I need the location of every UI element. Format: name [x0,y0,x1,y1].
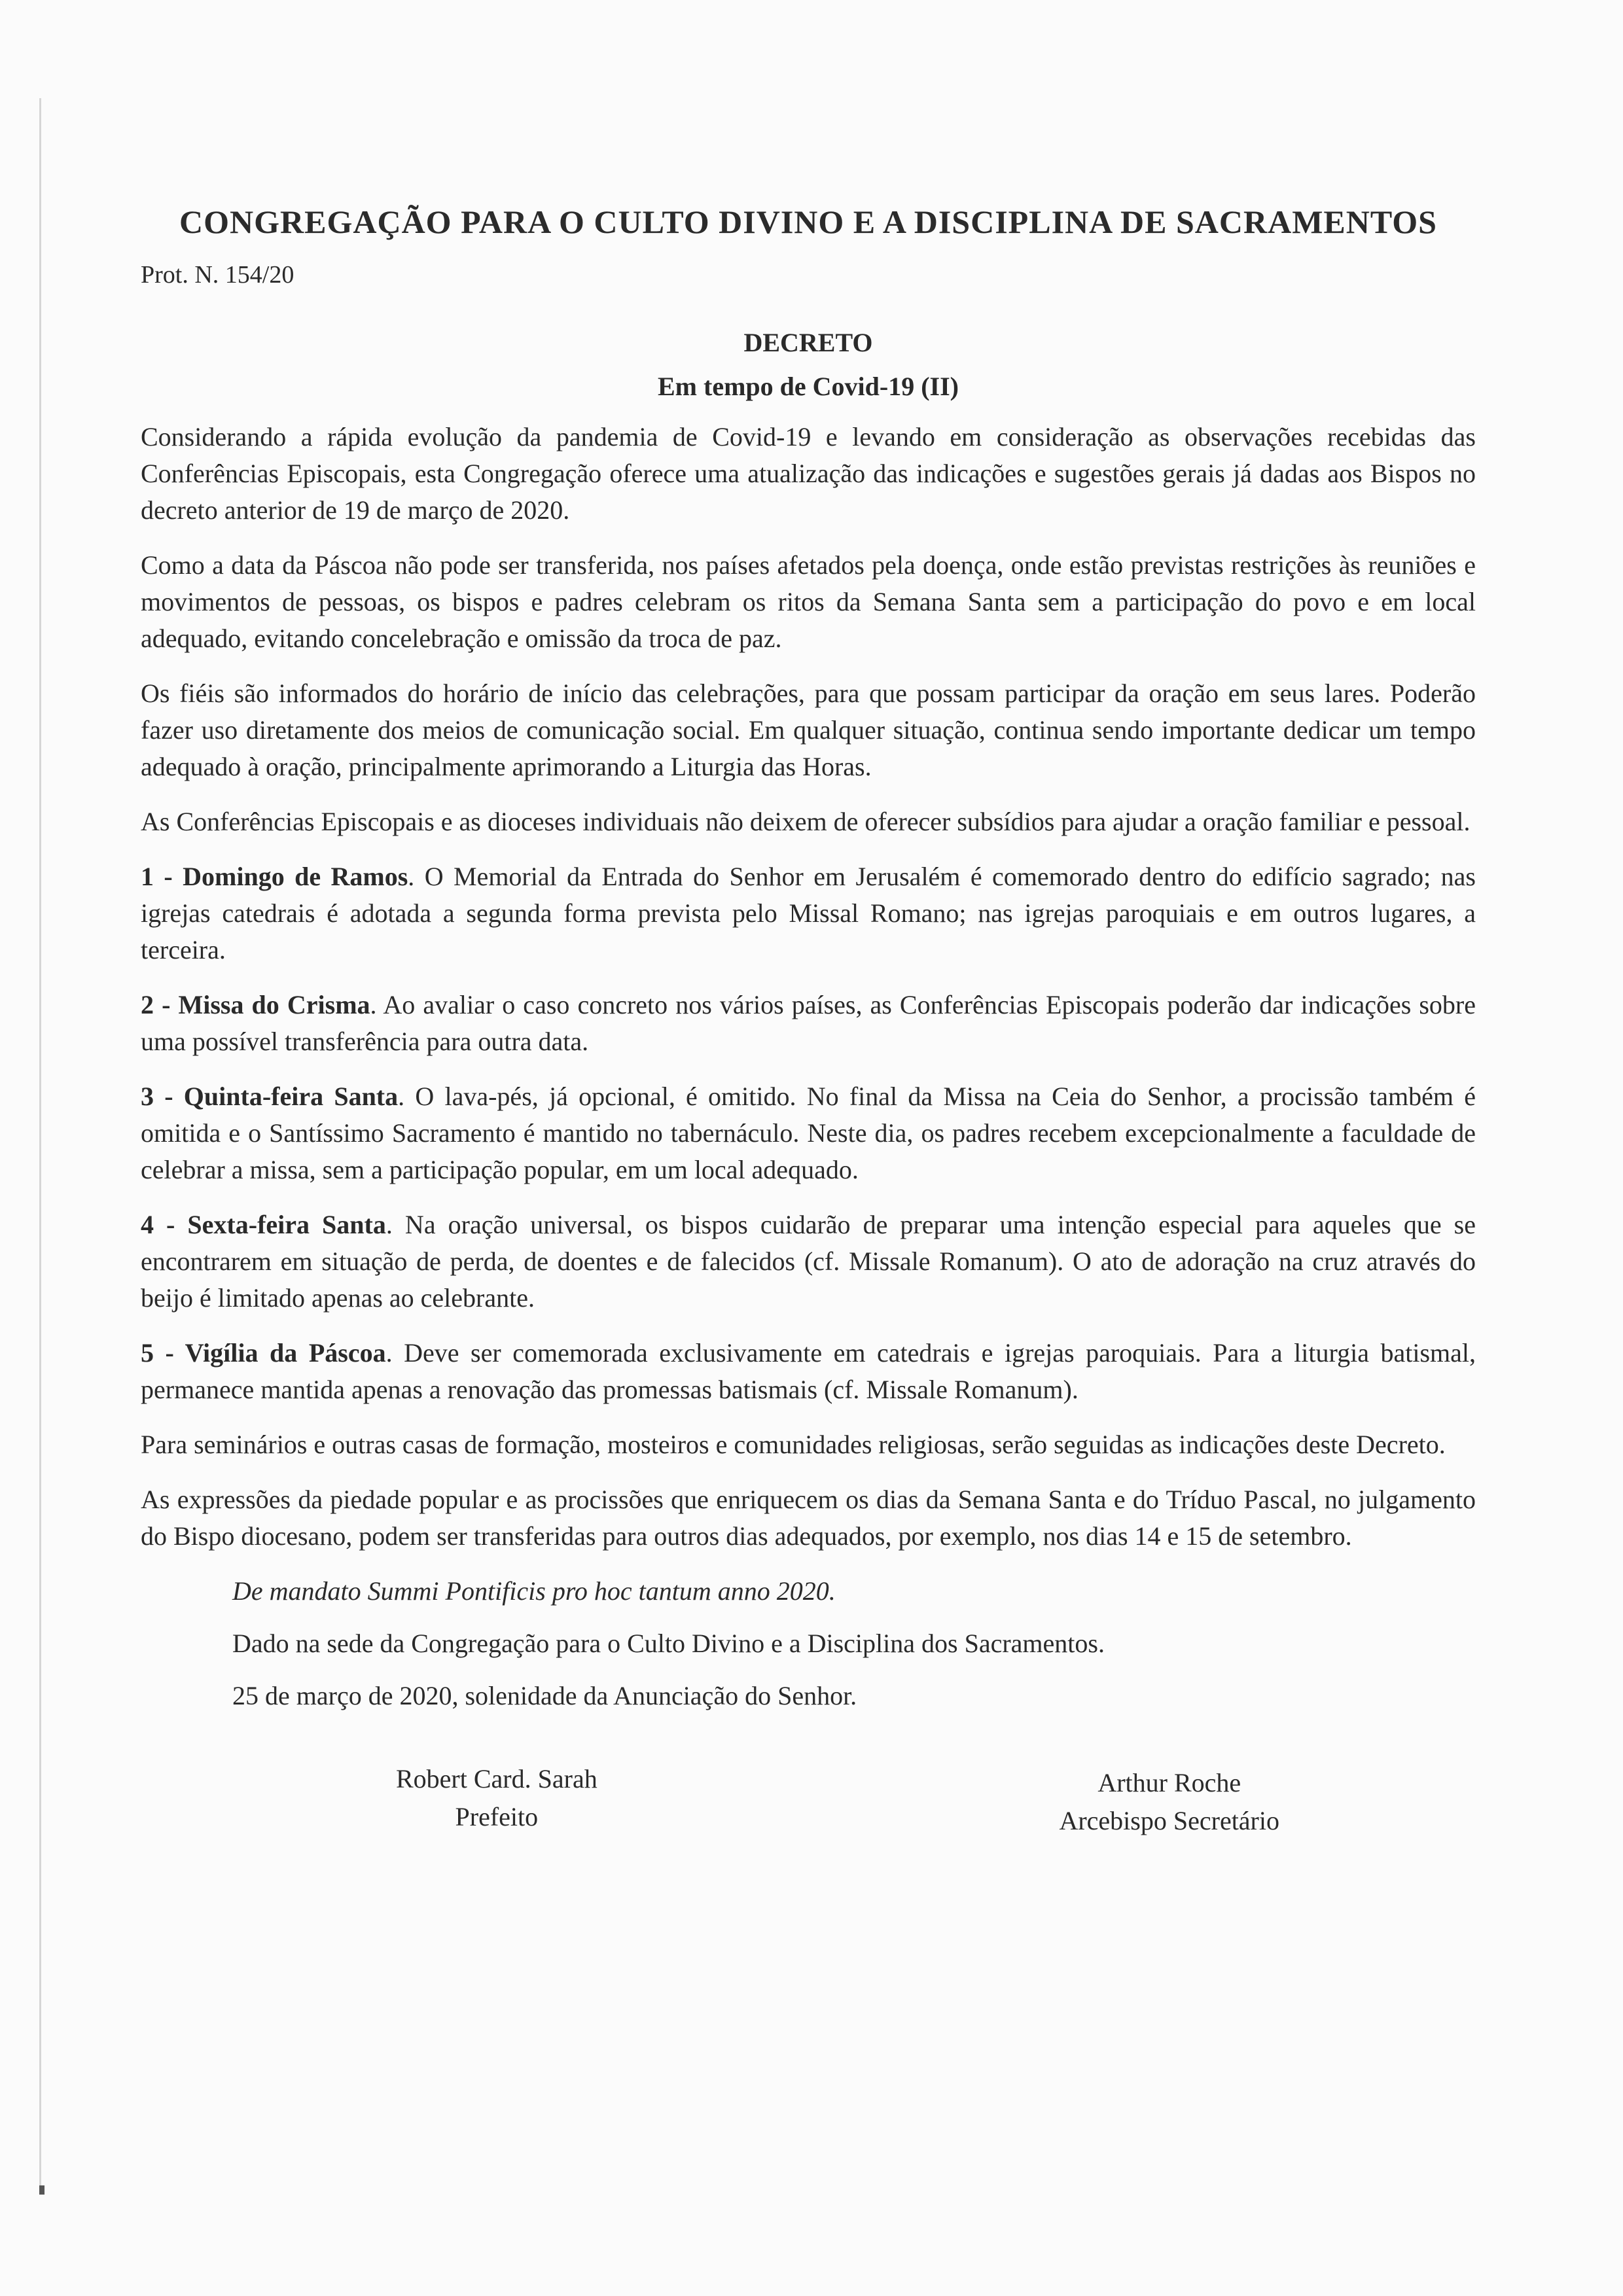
signer-name: Robert Card. Sarah [396,1764,597,1793]
item-title: 2 - Missa do Crisma [141,990,370,1019]
page-corner-mark [39,2185,45,2195]
item-palm-sunday [141,858,1476,968]
paragraph-conferences: As Conferências Episcopais e as dioceses individuais não deixem de oferecer subsídios para ajudar a oração familiar e pessoal. [141,807,1471,836]
signature-block [141,1760,1476,1840]
signature-secretary [1059,1764,1279,1840]
signer-name: Arthur Roche [1097,1768,1241,1797]
signer-role: Arcebispo Secretário [1059,1806,1279,1835]
paragraph-easter-date: Como a data da Páscoa não pode ser transferida, nos países afetados pela doença, onde estão previstas restrições às reuniões e movimentos de pessoas, os bispos e padres celebram os ritos da Semana Santa sem a participação do povo e em local adequado, evitando concelebração e omissão da troca de paz. [141,550,1476,653]
signer-role: Prefeito [455,1802,539,1831]
item-title: 4 - Sexta-feira Santa [141,1210,386,1239]
paragraph-popular-piety: As expressões da piedade popular e as procissões que enriquecem os dias da Semana Santa e do Tríduo Pascal, no julgamento do Bispo diocesano, podem ser transferidas para outros dias adequados, por exemplo, nos dias 14 e 15 de setembro. [141,1485,1476,1551]
item-text: . Deve ser comemorada exclusivamente em catedrais e igrejas paroquiais. Para a liturgia batismal, permanece mantida apenas a renovação das promessas batismais (cf. Missale Romanum). [141,1338,1476,1404]
item-holy-thursday [141,1078,1476,1188]
item-text: . Ao avaliar o caso concreto nos vários países, as Conferências Episcopais poderão dar indicações sobre uma possível transferência para outra data. [141,990,1476,1056]
item-easter-vigil [141,1335,1476,1408]
item-title: 3 - Quinta-feira Santa [141,1082,399,1111]
signature-prefect [396,1760,597,1840]
paragraph-intro: Considerando a rápida evolução da pandemia de Covid-19 e levando em consideração as observações recebidas das Conferências Episcopais, esta Congregação oferece uma atualização das indicações e sugestões gerais já dadas aos Bispos no decreto anterior de 19 de março de 2020. [141,422,1476,525]
item-title: 1 - Domingo de Ramos [141,862,408,891]
decree-title: DECRETO [743,328,873,357]
page-edge [39,98,41,2192]
paragraph-faithful: Os fiéis são informados do horário de início das celebrações, para que possam participar da oração em seus lares. Poderão fazer uso diretamente dos meios de comunicação social. Em qualquer situação, continua sendo importante dedicar um tempo adequado à oração, principalmente aprimorando a Liturgia das Horas. [141,679,1476,781]
congregation-header: CONGREGAÇÃO PARA O CULTO DIVINO E A DISCIPLINA DE SACRAMENTOS [179,203,1437,240]
given-at: Dado na sede da Congregação para o Culto Divino e a Disciplina dos Sacramentos. [232,1629,1105,1658]
item-text: . O Memorial da Entrada do Senhor em Jerusalém é comemorado dentro do edifício sagrado; nas igrejas catedrais é adotada a segunda forma prevista pelo Missal Romano; nas igrejas paroquiais e em outros lugares, a terceira. [141,862,1476,964]
item-good-friday [141,1207,1476,1316]
papal-mandate: De mandato Summi Pontificis pro hoc tantum anno 2020. [232,1576,836,1606]
protocol-number: Prot. N. 154/20 [141,261,294,289]
paragraph-seminaries: Para seminários e outras casas de formação, mosteiros e comunidades religiosas, serão seguidas as indicações deste Decreto. [141,1430,1446,1459]
item-text: . O lava-pés, já opcional, é omitido. No final da Missa na Ceia do Senhor, a procissão também é omitida e o Santíssimo Sacramento é mantido no tabernáculo. Neste dia, os padres recebem excepcionalmente a faculdade de celebrar a missa, sem a participação popular, em um local adequado. [141,1082,1476,1184]
document-body [141,203,1476,1840]
decree-date: 25 de março de 2020, solenidade da Anunciação do Senhor. [232,1681,857,1710]
decree-subtitle: Em tempo de Covid-19 (II) [658,372,959,401]
item-chrism-mass [141,987,1476,1060]
item-title: 5 - Vigília da Páscoa [141,1338,386,1368]
item-text: . Na oração universal, os bispos cuidarão de preparar uma intenção especial para aqueles que se encontrarem em situação de perda, de doentes e de falecidos (cf. Missale Romanum). O ato de adoração na cruz através do beijo é limitado apenas ao celebrante. [141,1210,1476,1313]
